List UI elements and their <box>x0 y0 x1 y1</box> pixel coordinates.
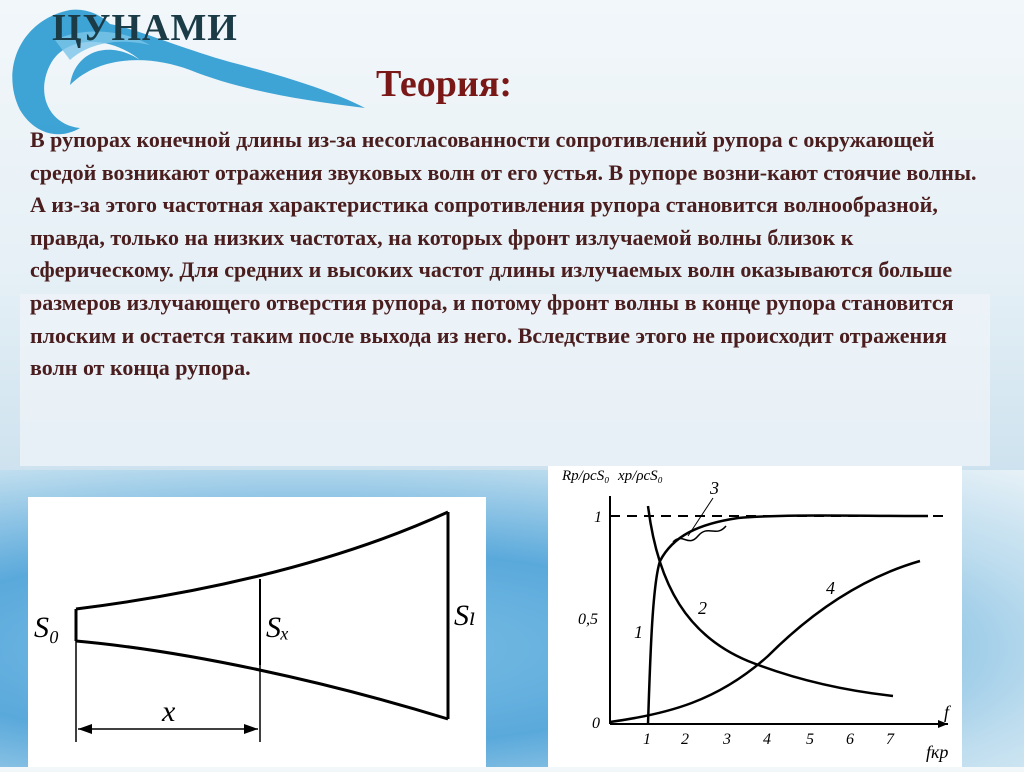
x-tick-3: 3 <box>723 731 731 748</box>
slide-title: Теория: <box>376 63 513 105</box>
label-s0: S₀ <box>34 611 60 644</box>
body-paragraph: В рупорах конечной длины из-за несогласованности сопротивлений рупора с окружающей средой возникают отражения звуковых волн от его устья. В рупоре возни-кают стоячие волны. А из-за этого частотная характеристика сопротивления рупора становится волнообразной, правда, только на низких частотах, на которых фронт излучаемой волны близок к сферическому. Для средних и высоких частот длины излучаемых волн оказываются больше размеров излучающего отверстия рупора, и потому фронт волны в конце рупора становится плоским и остается таким после выхода из него. Вследствие этого не происходит отражения волн от конца рупора. <box>30 127 977 381</box>
curve-label-1: 1 <box>634 622 643 642</box>
impedance-graph <box>548 466 962 767</box>
label-sx: Sₓ <box>266 611 290 644</box>
x-axis-label-f: f <box>944 702 950 722</box>
x-tick-2: 2 <box>681 731 689 748</box>
curve-label-2: 2 <box>698 598 707 618</box>
horn-diagram <box>28 497 486 767</box>
y-axis-label-2: xp/ρcS₀ <box>618 468 663 484</box>
y-tick-0: 0 <box>592 715 600 732</box>
horn-upper-wall <box>76 512 448 609</box>
x-tick-1: 1 <box>643 731 651 748</box>
curve-label-4: 4 <box>826 578 835 598</box>
y-tick-1: 1 <box>594 509 602 526</box>
logo-text: ЦУНАМИ <box>52 7 238 49</box>
x-tick-6: 6 <box>846 731 854 748</box>
label-sl: Sₗ <box>454 599 477 632</box>
x-tick-4: 4 <box>763 731 771 748</box>
label-x: x <box>162 695 176 728</box>
x-tick-7: 7 <box>886 731 894 748</box>
dimension-arrow-left <box>78 724 92 734</box>
x-axis-label-fkr: fкр <box>926 742 949 762</box>
y-axis-label-1: Rp/ρcS₀ <box>562 468 610 484</box>
curve-label-3: 3 <box>710 478 719 498</box>
dimension-arrow-right <box>244 724 258 734</box>
y-tick-05: 0,5 <box>578 611 598 628</box>
x-tick-5: 5 <box>806 731 814 748</box>
horn-lower-wall <box>76 641 448 719</box>
